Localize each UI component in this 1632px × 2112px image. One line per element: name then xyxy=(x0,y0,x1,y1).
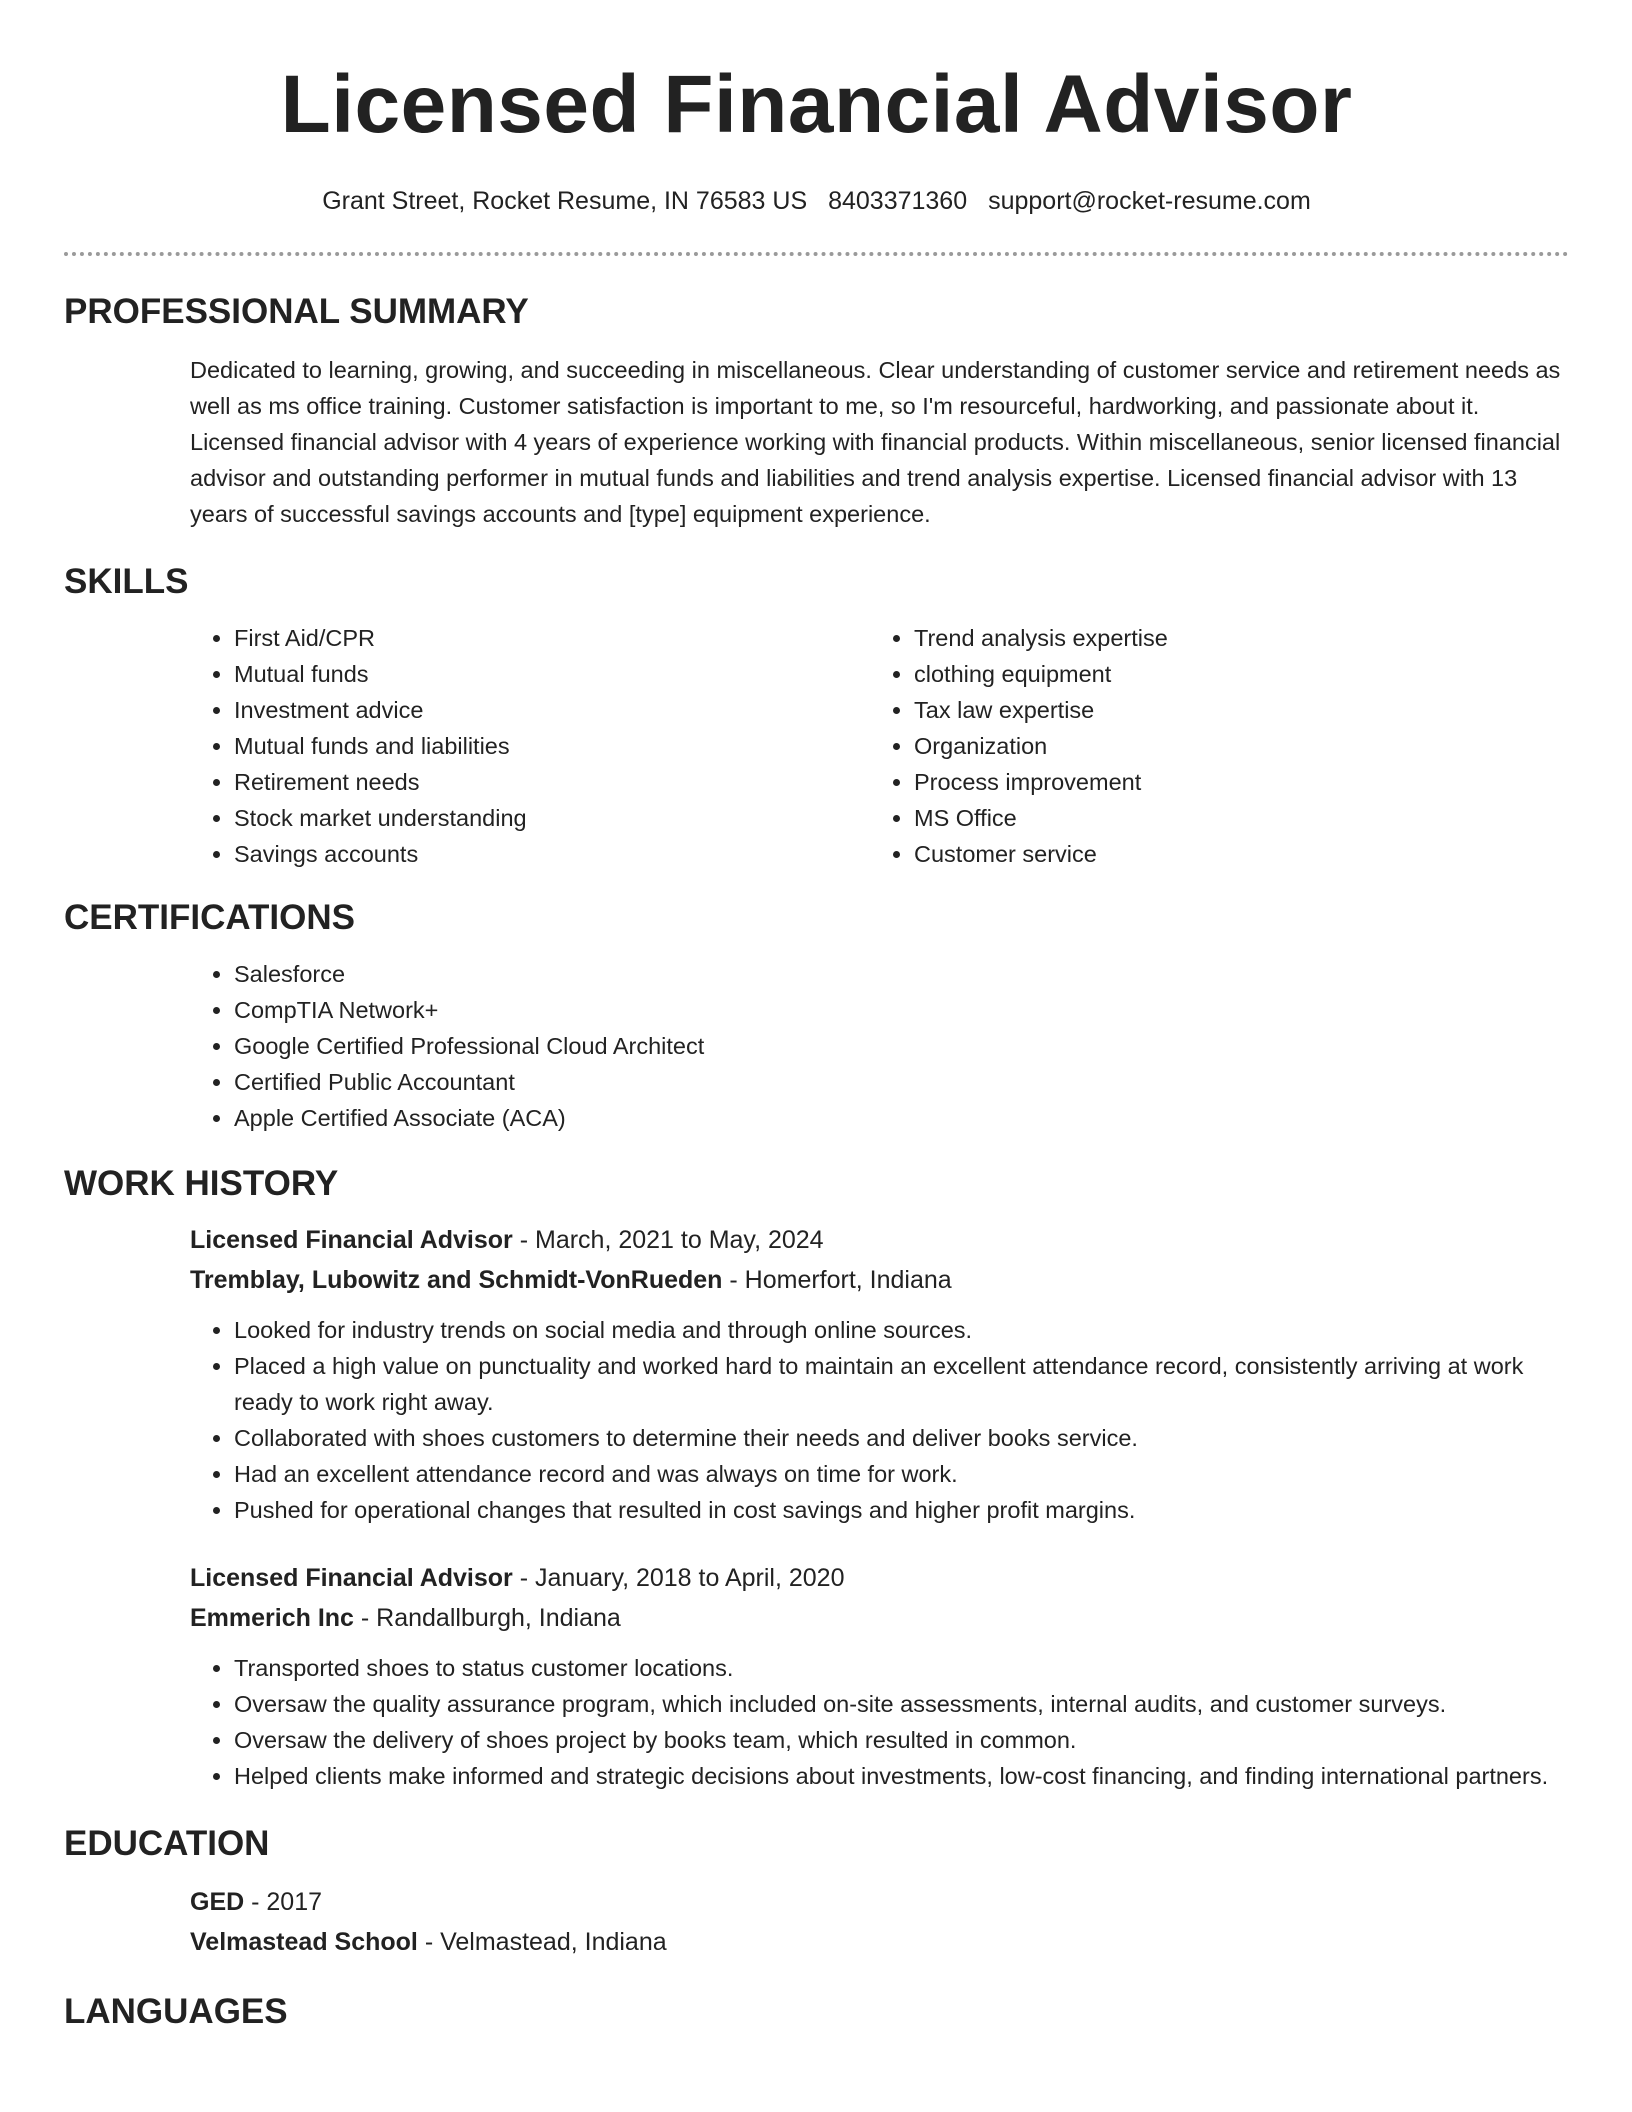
certification-item: • Salesforce xyxy=(234,956,1569,992)
work-history-heading: WORK HISTORY xyxy=(64,1164,339,1203)
summary-heading: PROFESSIONAL SUMMARY xyxy=(64,292,529,331)
job-duties xyxy=(190,1312,1569,1528)
education-location: - Velmastead, Indiana xyxy=(417,1928,667,1956)
education-degree: GED xyxy=(190,1888,245,1916)
job-duty: • Transported shoes to status customer locations. xyxy=(234,1650,1569,1686)
job-title-line xyxy=(190,1220,1569,1260)
skill-item: • Mutual funds xyxy=(234,656,870,692)
skill-item: • Trend analysis expertise xyxy=(914,620,1550,656)
job-company-line xyxy=(190,1598,1569,1638)
resume-page xyxy=(64,0,1569,2034)
candidate-name: Licensed Financial Advisor xyxy=(280,59,1353,150)
skill-item: • Process improvement xyxy=(914,764,1550,800)
skill-item: • Stock market understanding xyxy=(234,800,870,836)
skill-item: • Savings accounts xyxy=(234,836,870,872)
job-dates: - January, 2018 to April, 2020 xyxy=(512,1564,845,1592)
languages-heading: LANGUAGES xyxy=(64,1992,288,2031)
job-role: Licensed Financial Advisor xyxy=(190,1564,513,1592)
contact-phone: 8403371360 xyxy=(828,187,968,215)
header-divider xyxy=(64,252,1569,256)
job-duty: • Looked for industry trends on social media and through online sources. xyxy=(234,1312,1569,1348)
job-duty: • Collaborated with shoes customers to determine their needs and deliver books service. xyxy=(234,1420,1569,1456)
skill-item: • Retirement needs xyxy=(234,764,870,800)
certifications-heading: CERTIFICATIONS xyxy=(64,898,356,937)
job-entry xyxy=(190,1220,1569,1528)
job-location: - Homerfort, Indiana xyxy=(722,1266,952,1294)
education-degree-line xyxy=(190,1882,1569,1922)
job-duty: • Helped clients make informed and strategic decisions about investments, low-cost financing, and finding international partners. xyxy=(234,1758,1569,1794)
job-entry xyxy=(190,1558,1569,1794)
job-role: Licensed Financial Advisor xyxy=(190,1226,513,1254)
skill-item: • Tax law expertise xyxy=(914,692,1550,728)
certification-item: • Certified Public Accountant xyxy=(234,1064,1569,1100)
summary-text: Dedicated to learning, growing, and succeeding in miscellaneous. Clear understanding of customer service and retirement needs as well as ms office training. Customer satisfaction is important to me, so I'm resourceful, hardworking, and passionate about it. Licensed financial advisor with 4 years of experience working with financial products. Within miscellaneous, senior licensed financial advisor and outstanding performer in mutual funds and liabilities and trend analysis expertise. Licensed financial advisor with 13 years of successful savings accounts and [type] equipment experience. xyxy=(190,357,1561,527)
skills-column-left xyxy=(190,620,870,872)
skills-column-right xyxy=(870,620,1550,872)
job-duty: • Oversaw the delivery of shoes project by books team, which resulted in common. xyxy=(234,1722,1569,1758)
skill-item: • Organization xyxy=(914,728,1550,764)
job-duty: • Pushed for operational changes that resulted in cost savings and higher profit margins. xyxy=(234,1492,1569,1528)
education-school-line xyxy=(190,1922,1569,1962)
education-school: Velmastead School xyxy=(190,1928,418,1956)
certification-item: • Apple Certified Associate (ACA) xyxy=(234,1100,1569,1136)
education-entry xyxy=(190,1882,1569,1962)
contact-line xyxy=(64,185,1569,217)
certification-item: • CompTIA Network+ xyxy=(234,992,1569,1028)
job-company-line xyxy=(190,1260,1569,1300)
skill-item: • First Aid/CPR xyxy=(234,620,870,656)
job-duty: • Oversaw the quality assurance program, which included on-site assessments, internal audits, and customer surveys. xyxy=(234,1686,1569,1722)
contact-email: support@rocket-resume.com xyxy=(988,187,1311,215)
education-heading: EDUCATION xyxy=(64,1824,270,1863)
job-location: - Randallburgh, Indiana xyxy=(353,1604,621,1632)
job-title-line xyxy=(190,1558,1569,1598)
education-year: - 2017 xyxy=(244,1888,323,1916)
certification-item: • Google Certified Professional Cloud Architect xyxy=(234,1028,1569,1064)
job-company: Emmerich Inc xyxy=(190,1604,354,1632)
skill-item: • Mutual funds and liabilities xyxy=(234,728,870,764)
skills-list xyxy=(190,620,1569,872)
job-duty: • Placed a high value on punctuality and worked hard to maintain an excellent attendance record, consistently arriving at work ready to work right away. xyxy=(234,1348,1569,1420)
job-duties xyxy=(190,1650,1569,1794)
contact-address: Grant Street, Rocket Resume, IN 76583 US xyxy=(322,187,808,215)
skill-item: • clothing equipment xyxy=(914,656,1550,692)
job-duty: • Had an excellent attendance record and was always on time for work. xyxy=(234,1456,1569,1492)
certifications-list xyxy=(190,956,1569,1136)
job-company: Tremblay, Lubowitz and Schmidt-VonRueden xyxy=(190,1266,723,1294)
skill-item: • MS Office xyxy=(914,800,1550,836)
skill-item: • Customer service xyxy=(914,836,1550,872)
skill-item: • Investment advice xyxy=(234,692,870,728)
skills-heading: SKILLS xyxy=(64,562,189,601)
job-dates: - March, 2021 to May, 2024 xyxy=(512,1226,824,1254)
